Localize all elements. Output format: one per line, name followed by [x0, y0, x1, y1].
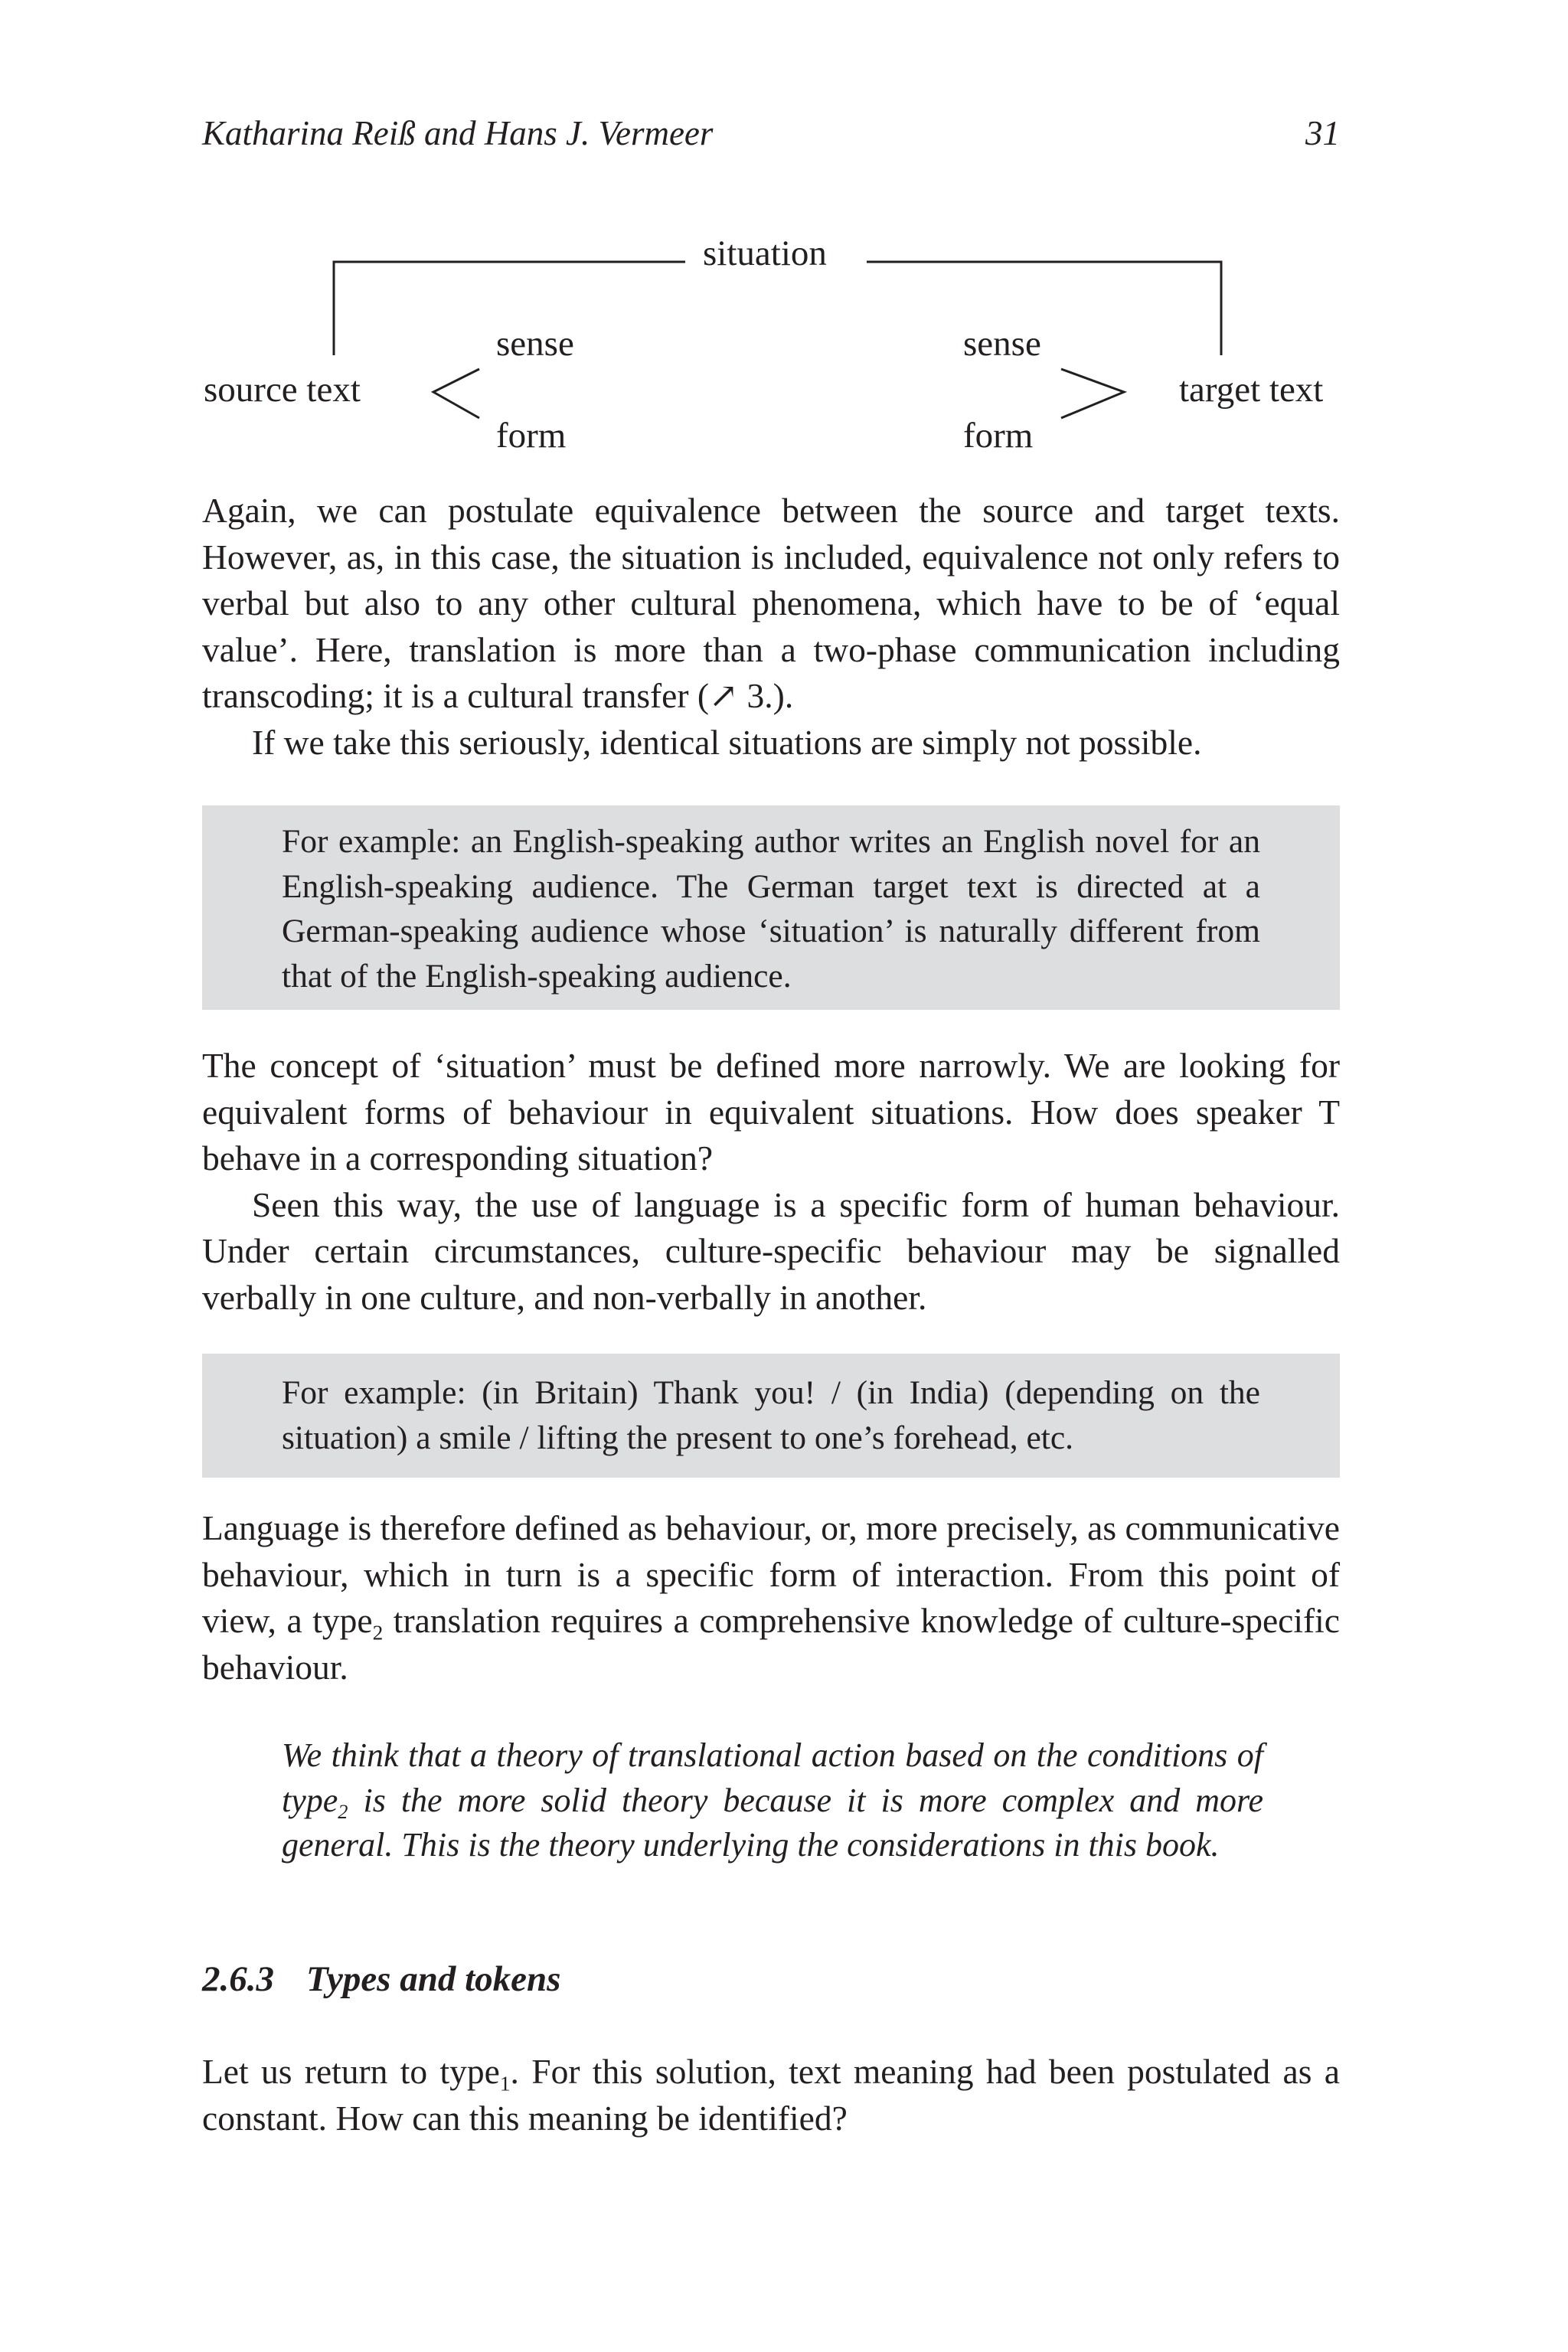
paragraph-text	[202, 2049, 1340, 2141]
text-segment: We think that a theory of translational action based on the conditions of type	[282, 1736, 1263, 1819]
diagram-label-form-left: form	[496, 416, 567, 456]
subscript: 2	[338, 1799, 348, 1823]
subscript: 2	[372, 1621, 384, 1645]
quote-theory	[282, 1733, 1263, 1868]
target-chevron	[1061, 369, 1124, 418]
paragraph-text	[202, 1505, 1340, 1690]
paragraph-language-behaviour	[202, 1505, 1340, 1690]
paragraph-situation	[202, 1043, 1340, 1321]
text-segment: is the more solid theory because it is more complex and more general. This is the theory underlying the considerations in this book.	[282, 1781, 1263, 1864]
diagram-label-sense-right: sense	[963, 324, 1041, 364]
diagram-label-situation: situation	[703, 234, 827, 273]
diagram-label-form-right: form	[963, 416, 1034, 456]
page-number: 31	[1305, 114, 1340, 152]
source-chevron	[433, 369, 479, 418]
text-segment: translation requires a comprehensive knowledge of culture-specific behaviour.	[202, 1601, 1340, 1687]
text-segment: . For this solution, text meaning had been postulated as a constant. How can this meaning be identified?	[202, 2052, 1340, 2138]
quote-text	[282, 1733, 1263, 1868]
paragraph-text: The concept of ‘situation’ must be defined more narrowly. We are looking for equivalent forms of behaviour in equivalent situations. How does speaker T behave in a corresponding situation?	[202, 1046, 1340, 1178]
situation-bracket-right	[867, 262, 1221, 355]
example-text: For example: (in Britain) Thank you! / (in India) (depending on the situation) a smile / lifting the present to one’s forehead, etc.	[282, 1374, 1260, 1456]
example-box-thank-you	[202, 1354, 1340, 1478]
text-segment: Language is therefore defined as behaviour, or, more precisely, as communicative behaviour, which in turn is a specific form of interaction. From this point of view, a type	[202, 1508, 1340, 1640]
diagram-label-target-text: target text	[1179, 370, 1324, 410]
section-title: Types and tokens	[306, 1959, 561, 1999]
running-head	[202, 113, 1340, 159]
section-heading	[202, 1958, 560, 2000]
running-head-authors: Katharina Reiß and Hans J. Vermeer	[202, 114, 714, 152]
paragraph-equivalence	[202, 488, 1340, 766]
paragraph-text: Again, we can postulate equivalence between the source and target texts. However, as, in this case, the situation is included, equivalence not only refers to verbal but also to any other cultural phenomena, which have to be of ‘equal value’. Here, translation is more than a two-phase communication including transcoding; it is a cultural transfer (↗ 3.).	[202, 491, 1340, 715]
paragraph-text: Seen this way, the use of language is a specific form of human behaviour. Under certain circumstances, culture-specific behaviour may be signalled verbally in one culture, and non-verbally in another.	[202, 1184, 1340, 1317]
text-segment: Let us return to type	[202, 2052, 500, 2091]
paragraph-text: If we take this seriously, identical situations are simply not possible.	[252, 722, 1202, 762]
section-number: 2.6.3	[202, 1959, 274, 1999]
example-box-novel	[202, 805, 1340, 1010]
translation-situation-diagram	[0, 214, 1568, 475]
subscript: 1	[499, 2072, 511, 2096]
diagram-label-sense-left: sense	[496, 324, 574, 364]
example-text: For example: an English-speaking author writes an English novel for an English-speaking audience. The German target text is directed at a German-speaking audience whose ‘situation’ is naturally different from that of the English-speaking audience.	[282, 823, 1260, 995]
diagram-label-source-text: source text	[204, 370, 361, 410]
paragraph-types-tokens	[202, 2049, 1340, 2141]
